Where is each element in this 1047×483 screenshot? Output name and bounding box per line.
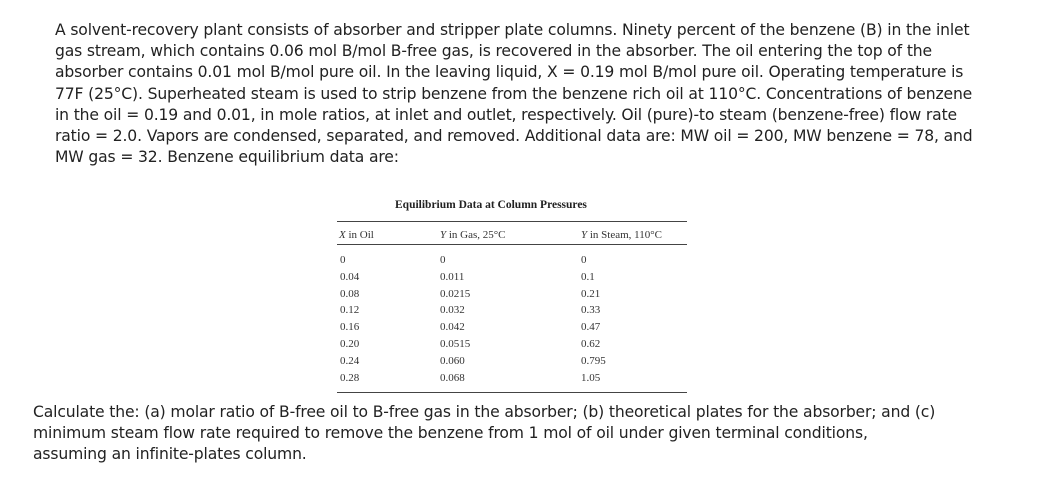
table-title: Equilibrium Data at Column Pressures bbox=[395, 199, 587, 211]
question-statement bbox=[33, 402, 1033, 466]
cell-y-in-steam: 0 bbox=[581, 254, 587, 266]
cell-x-in-oil: 0.04 bbox=[340, 270, 360, 283]
column-header-y-in-gas bbox=[440, 229, 506, 241]
problem-line: A solvent-recovery plant consists of absorber and stripper plate columns. Ninety percent of the benzene (B) in the inlet bbox=[55, 21, 970, 39]
cell-y-in-gas: 0.060 bbox=[440, 354, 465, 367]
problem-line: ratio = 2.0. Vapors are condensed, separated, and removed. Additional data are: MW oil = 200, MW benzene = 78, and bbox=[55, 127, 973, 146]
question-line: minimum steam flow rate required to remove the benzene from 1 mol of oil under given terminal conditions, bbox=[33, 424, 868, 443]
problem-statement bbox=[55, 20, 1045, 168]
table-header-rule bbox=[337, 244, 687, 245]
header-variable: X bbox=[339, 229, 346, 241]
problem-line: in the oil = 0.19 and 0.01, in mole ratios, at inlet and outlet, respectively. Oil (pure)-to steam (benzene-free) flow rate bbox=[55, 105, 957, 124]
cell-y-in-steam: 0.62 bbox=[581, 338, 601, 350]
cell-y-in-gas: 0.0215 bbox=[440, 287, 471, 300]
problem-line: gas stream, which contains 0.06 mol B/mol B-free gas, is recovered in the absorber. The oil entering the top of the bbox=[55, 42, 932, 61]
cell-y-in-steam: 0.33 bbox=[581, 304, 601, 317]
header-variable: Y bbox=[440, 229, 447, 241]
question-line: assuming an infinite-plates column. bbox=[33, 445, 307, 464]
cell-y-in-gas: 0.011 bbox=[440, 270, 465, 283]
cell-y-in-gas: 0 bbox=[440, 254, 446, 266]
header-text: in Gas, 25°C bbox=[446, 229, 506, 241]
cell-x-in-oil: 0.16 bbox=[340, 321, 360, 334]
cell-y-in-steam: 0.1 bbox=[581, 270, 595, 283]
table-top-rule bbox=[337, 221, 687, 222]
column-header-x-in-oil bbox=[339, 229, 374, 241]
cell-y-in-gas: 0.042 bbox=[440, 321, 465, 334]
cell-x-in-oil: 0 bbox=[340, 254, 346, 266]
header-text: in Oil bbox=[345, 229, 374, 241]
table-bottom-rule bbox=[337, 392, 687, 393]
cell-y-in-gas: 0.068 bbox=[440, 371, 465, 384]
cell-y-in-steam: 0.47 bbox=[581, 321, 601, 334]
cell-y-in-steam: 0.795 bbox=[581, 354, 606, 367]
problem-line: MW gas = 32. Benzene equilibrium data are: bbox=[55, 148, 399, 167]
cell-x-in-oil: 0.28 bbox=[340, 371, 360, 384]
column-header-y-in-steam bbox=[581, 229, 662, 241]
cell-y-in-steam: 0.21 bbox=[581, 287, 601, 300]
header-variable: Y bbox=[581, 229, 588, 241]
question-line: Calculate the: (a) molar ratio of B-free oil to B-free gas in the absorber; (b) theoretical plates for the absorber; and (c) bbox=[33, 403, 936, 421]
cell-x-in-oil: 0.08 bbox=[340, 287, 360, 300]
cell-y-in-gas: 0.032 bbox=[440, 304, 465, 317]
problem-line: absorber contains 0.01 mol B/mol pure oil. In the leaving liquid, X = 0.19 mol B/mol pure oil. Operating temperature is bbox=[55, 63, 964, 82]
cell-x-in-oil: 0.20 bbox=[340, 338, 360, 350]
problem-line: 77F (25°C). Superheated steam is used to strip benzene from the benzene rich oil at 110°C. Concentrations of benzene bbox=[55, 84, 973, 103]
cell-x-in-oil: 0.12 bbox=[340, 304, 360, 317]
header-text: in Steam, 110°C bbox=[587, 229, 663, 241]
cell-x-in-oil: 0.24 bbox=[340, 354, 360, 367]
cell-y-in-gas: 0.0515 bbox=[440, 338, 471, 350]
cell-y-in-steam: 1.05 bbox=[581, 371, 601, 384]
